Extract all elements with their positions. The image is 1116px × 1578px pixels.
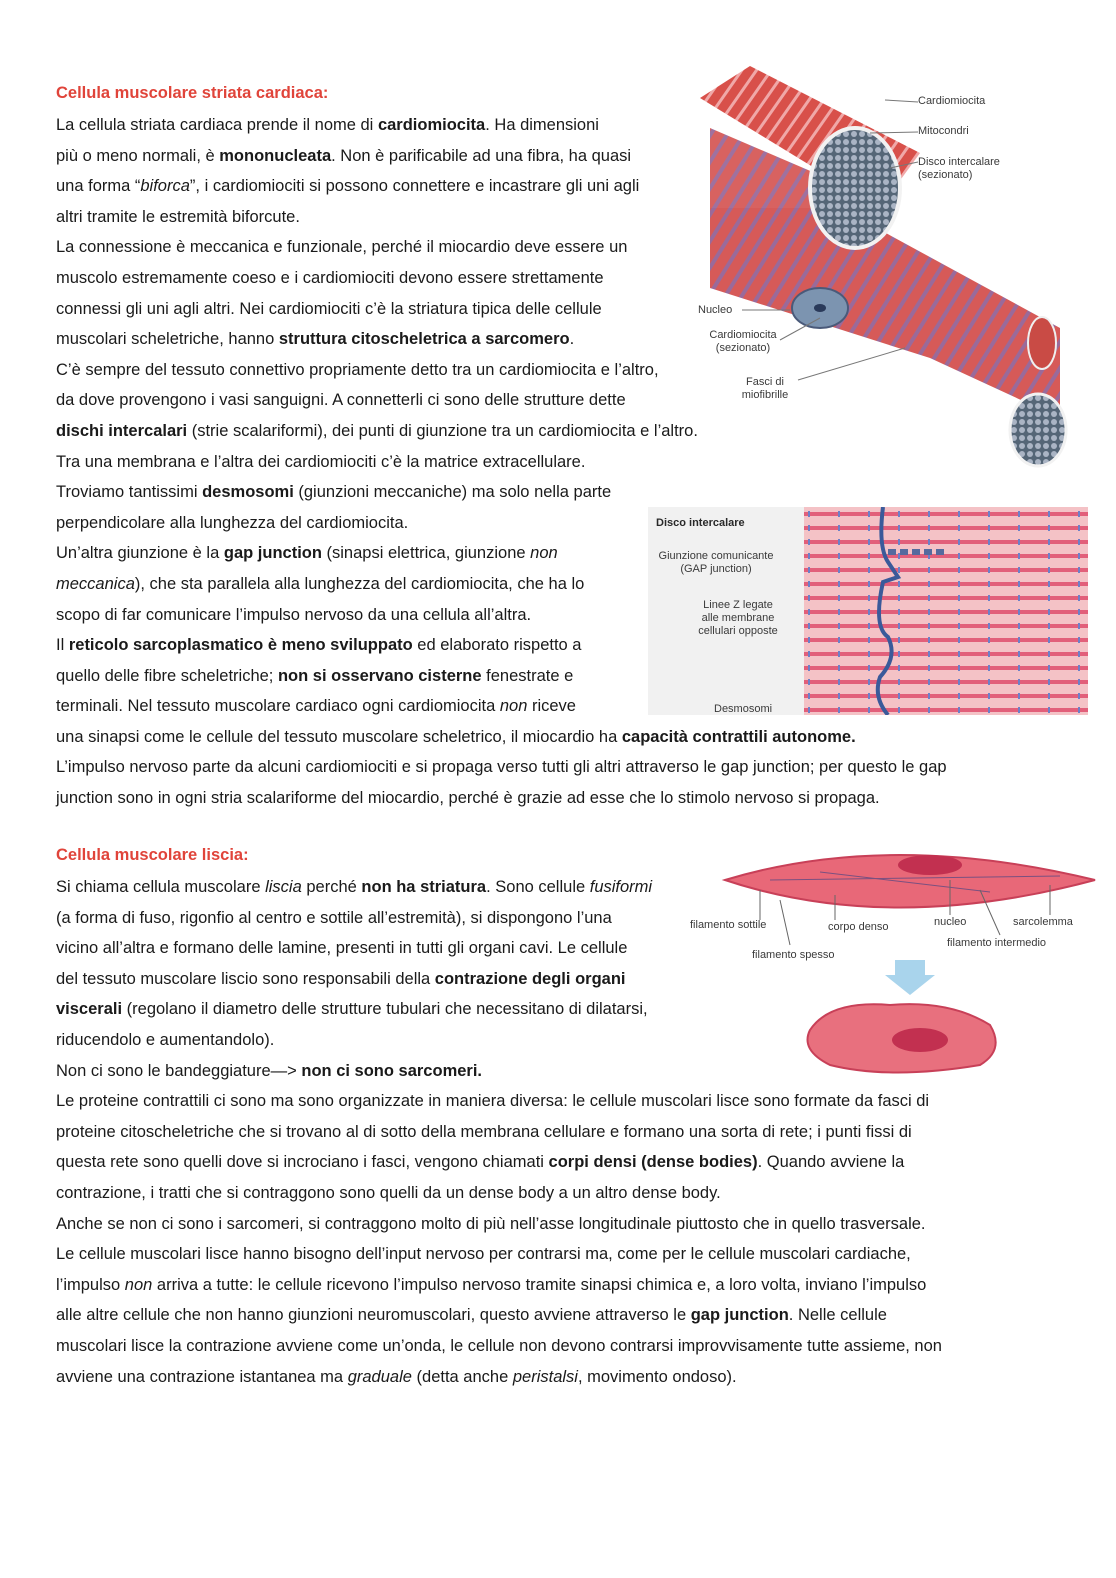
text-line: muscolari scheletriche, hanno struttura citoscheletrica a sarcomero. [56, 330, 575, 349]
text-line: Non ci sono le bandeggiature—> non ci sono sarcomeri. [56, 1061, 483, 1080]
figure-intercalated-disc [648, 507, 1088, 715]
text-line: alle altre cellule che non hanno giunzioni neuromuscolari, questo avviene attraverso le gap junction. Nelle cellule [56, 1306, 887, 1325]
text-line: più o meno normali, è mononucleata. Non è parificabile ad una fibra, ha quasi [56, 146, 632, 165]
text-line: C’è sempre del tessuto connettivo propriamente detto tra un cardiomiocita e l’altro, [56, 360, 659, 379]
label-disco-intercalare: Disco intercalare (sezionato) [918, 156, 1000, 181]
text-line: viscerali (regolano il diametro delle strutture tubulari che necessitano di dilatarsi, [56, 1000, 648, 1019]
text-line: del tessuto muscolare liscio sono responsabili della contrazione degli organi [56, 969, 626, 988]
text-line: (a forma di fuso, rigonfio al centro e sottile all’estremità), si dispongono l’una [56, 908, 612, 927]
figure-smooth-muscle [690, 840, 1100, 1080]
text-line: riducendolo e aumentandolo). [56, 1030, 275, 1049]
text-line: La connessione è meccanica e funzionale, perché il miocardio deve essere un [56, 238, 628, 257]
text-line: Troviamo tantissimi desmosomi (giunzioni meccaniche) ma solo nella parte [56, 483, 612, 502]
label-fasci-miofibrille: Fasci di miofibrille [741, 376, 789, 401]
text-line: connessi gli uni agli altri. Nei cardiomiociti c’è la striatura tipica delle cellule [56, 299, 602, 318]
text-line: una forma “biforca”, i cardiomiociti si possono connettere e incastrare gli uni agli [56, 177, 640, 196]
text-line: Le proteine contrattili ci sono ma sono organizzate in maniera diversa: le cellule muscolari lisce sono formate da fasci di [56, 1092, 930, 1111]
label-gap-junction: Giunzione comunicante (GAP junction) [658, 550, 774, 575]
text-line: Il reticolo sarcoplasmatico è meno sviluppato ed elaborato rispetto a [56, 636, 582, 655]
disc-figure-title: Disco intercalare [656, 517, 745, 529]
text-line: Tra una membrana e l’altra dei cardiomiociti c’è la matrice extracellulare. [56, 452, 586, 471]
text-line: questa rete sono quelli dove si incrociano i fasci, vengono chiamati corpi densi (dense bodies). Quando avviene la [56, 1153, 905, 1172]
text-line: una sinapsi come le cellule del tessuto muscolare scheletrico, il miocardio ha capacità contrattili autonome. [56, 727, 856, 746]
label-filamento-sottile: filamento sottile [690, 919, 767, 931]
text-line: junction sono in ogni stria scalariforme del miocardio, perché è grazie ad esse che lo stimolo nervoso si propaga. [56, 789, 880, 808]
label-cardiomiocita: Cardiomiocita [918, 95, 986, 107]
label-nucleo: Nucleo [698, 304, 733, 316]
text-line: altri tramite le estremità biforcute. [56, 207, 300, 226]
label-nucleo-liscio: nucleo [934, 916, 967, 928]
text-line: contrazione, i tratti che si contraggono sono quelli da un dense body a un altro dense body. [56, 1183, 721, 1202]
text-line: l’impulso non arriva a tutte: le cellule ricevono l’impulso nervoso tramite sinapsi chimica e, a loro volta, inviano l’impulso [56, 1275, 927, 1294]
label-filamento-spesso: filamento spesso [752, 949, 835, 961]
cardiac-fiber-illustration [690, 58, 1070, 468]
section-heading-smooth: Cellula muscolare liscia: [56, 846, 249, 864]
text-line: terminali. Nel tessuto muscolare cardiaco ogni cardiomiocita non riceve [56, 697, 576, 716]
text-line: L’impulso nervoso parte da alcuni cardiomiociti e si propaga verso tutti gli altri attraverso le gap junction; per questo le gap [56, 758, 947, 777]
text-line: La cellula striata cardiaca prende il nome di cardiomiocita. Ha dimensioni [56, 116, 599, 134]
text-line: Un’altra giunzione è la gap junction (sinapsi elettrica, giunzione non [56, 544, 558, 563]
label-cardiomiocita-sezionato: Cardiomiocita (sezionato) [709, 329, 777, 354]
text-line: Anche se non ci sono i sarcomeri, si contraggono molto di più nell’asse longitudinale piuttosto che in quello trasversale. [56, 1214, 926, 1233]
text-line: proteine citoscheletriche che si trovano al di sotto della membrana cellulare e formano una sorta di rete; i punti fissi di [56, 1122, 912, 1141]
label-filamento-intermedio: filamento intermedio [947, 937, 1047, 949]
text-line: Si chiama cellula muscolare liscia perché non ha striatura. Sono cellule fusiformi [56, 878, 653, 896]
text-line: muscolari lisce la contrazione avviene come un’onda, le cellule non devono contrarsi improvvisamente tutte assieme, non [56, 1336, 942, 1355]
text-line: quello delle fibre scheletriche; non si osservano cisterne fenestrate e [56, 666, 574, 685]
label-linee-z: Linee Z legate alle membrane cellulari opposte [698, 599, 778, 637]
section-heading-cardiac: Cellula muscolare striata cardiaca: [56, 84, 329, 102]
text-line: vicino all’altra e formano delle lamine, presenti in tutti gli organi cavi. Le cellule [56, 939, 628, 958]
text-line: perpendicolare alla lunghezza del cardiomiocita. [56, 513, 409, 532]
text-line: Le cellule muscolari lisce hanno bisogno dell’input nervoso per contrarsi ma, come per le cellule muscolari cardiache, [56, 1245, 911, 1264]
text-line: scopo di far comunicare l’impulso nervoso da una cellula all’altra. [56, 605, 532, 624]
text-line: dischi intercalari (strie scalariformi), dei punti di giunzione tra un cardiomiocita e l’altro. [56, 421, 698, 440]
text-line: muscolo estremamente coeso e i cardiomiociti devono essere strettamente [56, 268, 604, 287]
figure-cardiac-muscle [690, 58, 1070, 468]
text-line: da dove provengono i vasi sanguigni. A connetterli ci sono delle strutture dette [56, 391, 626, 410]
label-desmosomi: Desmosomi [714, 703, 773, 715]
label-sarcolemma: sarcolemma [1013, 916, 1073, 928]
text-line: meccanica), che sta parallela alla lunghezza del cardiomiocita, che ha lo [56, 574, 585, 593]
text-line: avviene una contrazione istantanea ma graduale (detta anche peristalsi, movimento ondoso). [56, 1367, 737, 1386]
label-corpo-denso: corpo denso [828, 921, 889, 933]
label-mitocondri: Mitocondri [918, 125, 969, 137]
